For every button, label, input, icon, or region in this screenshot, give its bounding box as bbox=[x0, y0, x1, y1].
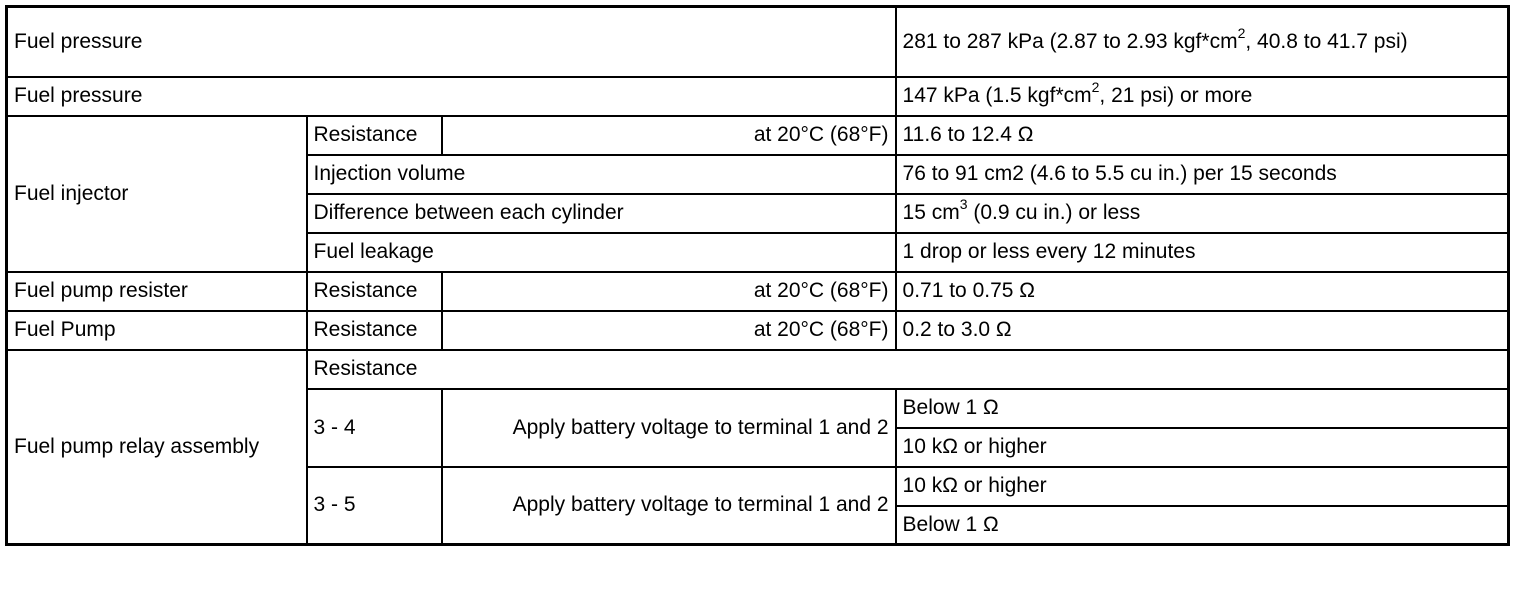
fuel-leakage-value: 1 drop or less every 12 minutes bbox=[896, 233, 1509, 272]
table-row bbox=[7, 272, 1509, 311]
injector-resistance-value: 11.6 to 12.4 Ω bbox=[896, 116, 1509, 155]
terminal-3-4-value-2: 10 kΩ or higher bbox=[896, 428, 1509, 467]
fuel-leakage-label: Fuel leakage bbox=[307, 233, 896, 272]
resister-resistance-label: Resistance bbox=[307, 272, 442, 311]
fuel-pump-resister-label: Fuel pump resister bbox=[7, 272, 307, 311]
table-row bbox=[7, 350, 1509, 389]
terminal-3-5-value-2: Below 1 Ω bbox=[896, 506, 1509, 545]
injection-volume-value: 76 to 91 cm2 (4.6 to 5.5 cu in.) per 15 seconds bbox=[896, 155, 1509, 194]
fuel-system-spec-table bbox=[5, 5, 1510, 546]
table-row bbox=[7, 116, 1509, 155]
fuel-pressure-value: 281 to 287 kPa (2.87 to 2.93 $kgf*cm^2$, 40.8 to 41.7 psi) bbox=[896, 7, 1509, 77]
pump-resistance-value: 0.2 to 3.0 Ω bbox=[896, 311, 1509, 350]
fuel-pump-label: Fuel Pump bbox=[7, 311, 307, 350]
terminal-3-5-label: 3 - 5 bbox=[307, 467, 442, 545]
injector-resistance-condition: at 20°C (68°F) bbox=[442, 116, 896, 155]
pump-resistance-condition: at 20°C (68°F) bbox=[442, 311, 896, 350]
terminal-3-5-value-1: 10 kΩ or higher bbox=[896, 467, 1509, 506]
resister-resistance-condition: at 20°C (68°F) bbox=[442, 272, 896, 311]
injection-volume-label: Injection volume bbox=[307, 155, 896, 194]
fuel-injector-label: Fuel injector bbox=[7, 116, 307, 272]
cylinder-difference-label: Difference between each cylinder bbox=[307, 194, 896, 233]
pump-resistance-label: Resistance bbox=[307, 311, 442, 350]
fuel-pressure-label: Fuel pressure bbox=[7, 77, 896, 116]
injector-resistance-label: Resistance bbox=[307, 116, 442, 155]
table-row bbox=[7, 77, 1509, 116]
terminal-3-4-value-1: Below 1 Ω bbox=[896, 389, 1509, 428]
relay-resistance-label: Resistance bbox=[307, 350, 1509, 389]
terminal-3-4-label: 3 - 4 bbox=[307, 389, 442, 467]
terminal-3-5-condition: Apply battery voltage to terminal 1 and 2 bbox=[442, 467, 896, 545]
fuel-pressure-value: 147 kPa (1.5 $kgf*cm^2$, 21 psi) or more bbox=[896, 77, 1509, 116]
cylinder-difference-value: 15 $cm^3$ (0.9 cu in.) or less bbox=[896, 194, 1509, 233]
fuel-pressure-label: Fuel pressure bbox=[7, 7, 896, 77]
table-row bbox=[7, 7, 1509, 77]
resister-resistance-value: 0.71 to 0.75 Ω bbox=[896, 272, 1509, 311]
table-row bbox=[7, 311, 1509, 350]
fuel-pump-relay-label: Fuel pump relay assembly bbox=[7, 350, 307, 545]
terminal-3-4-condition: Apply battery voltage to terminal 1 and 2 bbox=[442, 389, 896, 467]
